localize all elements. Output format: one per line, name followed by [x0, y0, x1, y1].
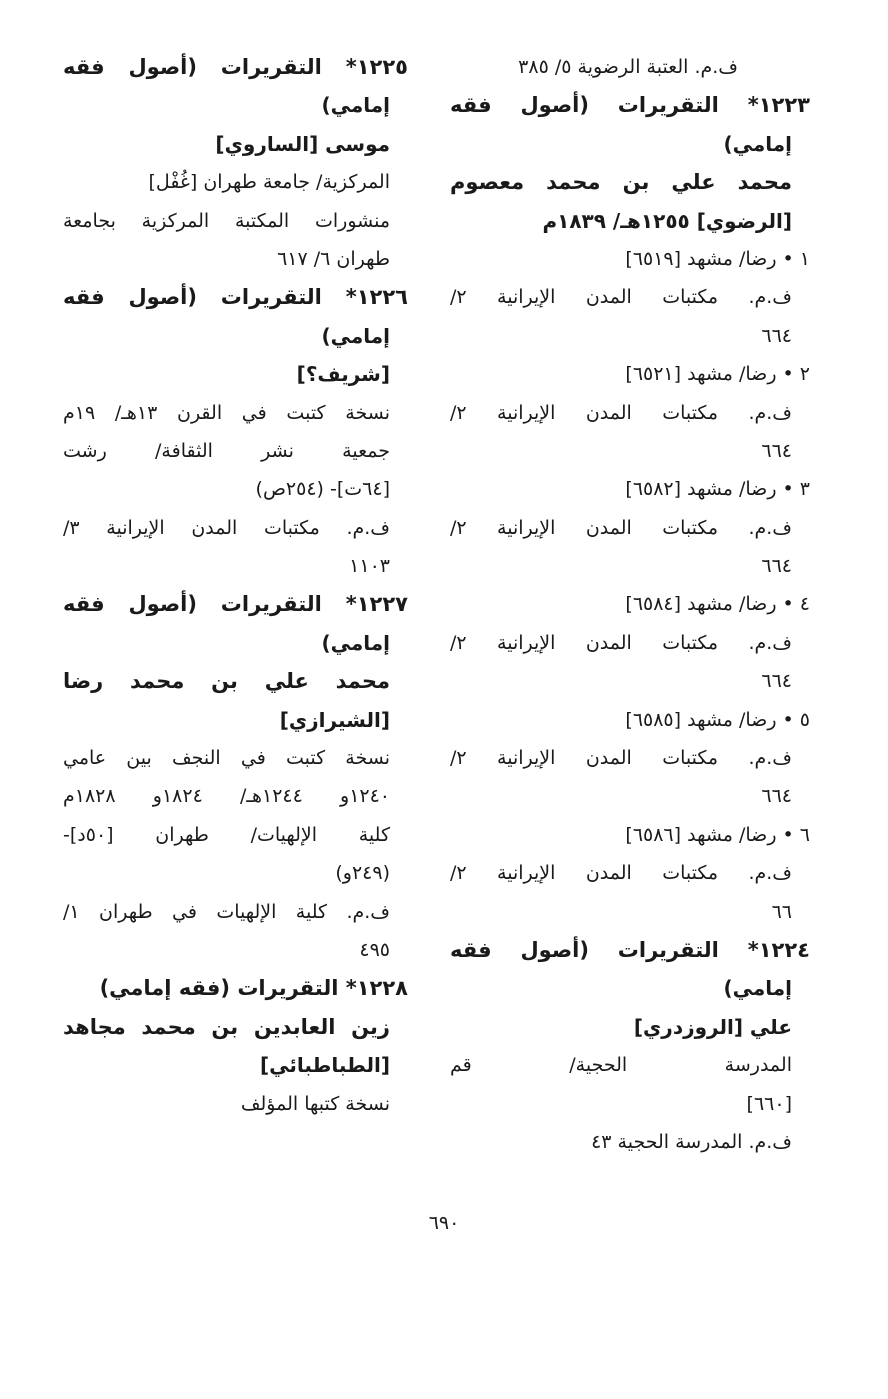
- right-column-line: علي [الروزدري]: [633, 1014, 792, 1039]
- right-column-line: ٦٦٤: [761, 785, 792, 808]
- left-column: [63, 48, 408, 1123]
- right-column-line: ١ • رضا/ مشهد [٦٥١٩]: [625, 247, 810, 270]
- right-column-line: ف.م. مكتبات المدن الإيرانية ٢/: [450, 286, 792, 309]
- left-column-line: إمامي): [321, 630, 390, 655]
- left-column-line: ١٢٢٧* التقريرات (أصول فقه: [63, 592, 408, 617]
- page-number: ٦٩٠: [428, 1212, 460, 1234]
- right-column-line: ف.م. مكتبات المدن الإيرانية ٢/: [450, 631, 792, 654]
- left-column-line: نسخة كتبت في القرن ١٣هـ/ ١٩م: [63, 401, 390, 424]
- right-column-line: ٤ • رضا/ مشهد [٦٥٨٤]: [625, 593, 810, 616]
- right-column-line: [الرضوي] ١٢٥٥هـ/ ١٨٣٩م: [542, 208, 792, 233]
- left-column-line: نسخة كتبها المؤلف: [240, 1092, 390, 1115]
- right-column-line: ف.م. العتبة الرضوية ٥/ ٣٨٥: [518, 56, 738, 78]
- left-column-line: ١٢٢٨* التقريرات (فقه إمامي): [99, 976, 408, 1001]
- right-column-line: ٦٦٤: [761, 439, 792, 462]
- left-column-line: ١١٠٣: [349, 555, 390, 578]
- left-column-line: ف.م. مكتبات المدن الإيرانية ٣/: [63, 516, 390, 539]
- left-column-line: ف.م. كلية الإلهيات في طهران ١/: [63, 900, 390, 923]
- left-column-line: المركزية/ جامعة طهران [غُفْل]: [148, 171, 390, 194]
- left-column-line: كلية الإلهيات/ طهران [٥٠د]-: [63, 823, 390, 846]
- right-column-line: ٦٦٤: [761, 324, 792, 347]
- right-column-line: ٥ • رضا/ مشهد [٦٥٨٥]: [625, 708, 810, 731]
- left-column-line: ١٢٢٦* التقريرات (أصول فقه: [63, 285, 408, 310]
- right-column-line: ٢ • رضا/ مشهد [٦٥٢١]: [625, 363, 810, 386]
- left-column-line: ٤٩٥: [359, 938, 390, 961]
- right-column-line: إمامي): [723, 131, 792, 156]
- left-column-line: ١٢٢٥* التقريرات (أصول فقه: [63, 55, 408, 79]
- left-column-line: موسى [الساروي]: [215, 131, 390, 156]
- right-column-line: ١٢٢٤* التقريرات (أصول فقه: [450, 937, 810, 962]
- left-column-line: إمامي): [321, 93, 390, 118]
- right-column-line: ف.م. مكتبات المدن الإيرانية ٢/: [450, 747, 792, 770]
- right-column-line: ٦٦٤: [761, 555, 792, 578]
- right-column-line: ف.م. مكتبات المدن الإيرانية ٢/: [450, 862, 792, 885]
- right-column: [450, 48, 810, 1161]
- right-column-line: [٦٦٠]: [746, 1092, 792, 1115]
- right-column-line: ف.م. مكتبات المدن الإيرانية ٢/: [450, 516, 792, 539]
- right-column-line: ١٢٢٣* التقريرات (أصول فقه: [450, 93, 810, 118]
- left-column-line: إمامي): [321, 323, 390, 348]
- right-column-line: ٦ • رضا/ مشهد [٦٥٨٦]: [625, 823, 810, 846]
- right-column-line: محمد علي بن محمد معصوم: [450, 170, 792, 195]
- left-column-line: محمد علي بن محمد رضا: [63, 669, 390, 694]
- left-column-line: نسخة كتبت في النجف بين عامي: [63, 747, 390, 770]
- left-column-line: زين العابدين بن محمد مجاهد: [63, 1014, 390, 1039]
- left-column-line: ١٢٤٠و ١٢٤٤هـ/ ١٨٢٤و ١٨٢٨م: [63, 785, 391, 808]
- right-column-line: إمامي): [723, 976, 792, 1001]
- right-column-line: المدرسة الحجية/ قم: [450, 1054, 792, 1077]
- left-column-line: طهران ٦/ ٦١٧: [277, 247, 390, 270]
- right-column-line: ف.م. المدرسة الحجية ٤٣: [591, 1130, 792, 1153]
- left-column-line: [الشيرازي]: [279, 707, 390, 732]
- right-column-line: ٦٦: [771, 900, 792, 923]
- left-column-line: منشورات المكتبة المركزية بجامعة: [63, 209, 390, 232]
- left-column-line: [الطباطبائي]: [259, 1053, 390, 1078]
- right-column-line: ف.م. مكتبات المدن الإيرانية ٢/: [450, 401, 792, 424]
- left-column-line: [٦٤ت]- (٢٥٤ص): [255, 478, 390, 501]
- right-column-line: ٣ • رضا/ مشهد [٦٥٨٢]: [625, 478, 810, 501]
- left-column-line: جمعية نشر الثقافة/ رشت: [63, 439, 390, 462]
- left-column-line: [شريف؟]: [296, 362, 390, 387]
- right-column-line: ٦٦٤: [761, 670, 792, 693]
- left-column-line: (٢٤٩و): [335, 862, 390, 885]
